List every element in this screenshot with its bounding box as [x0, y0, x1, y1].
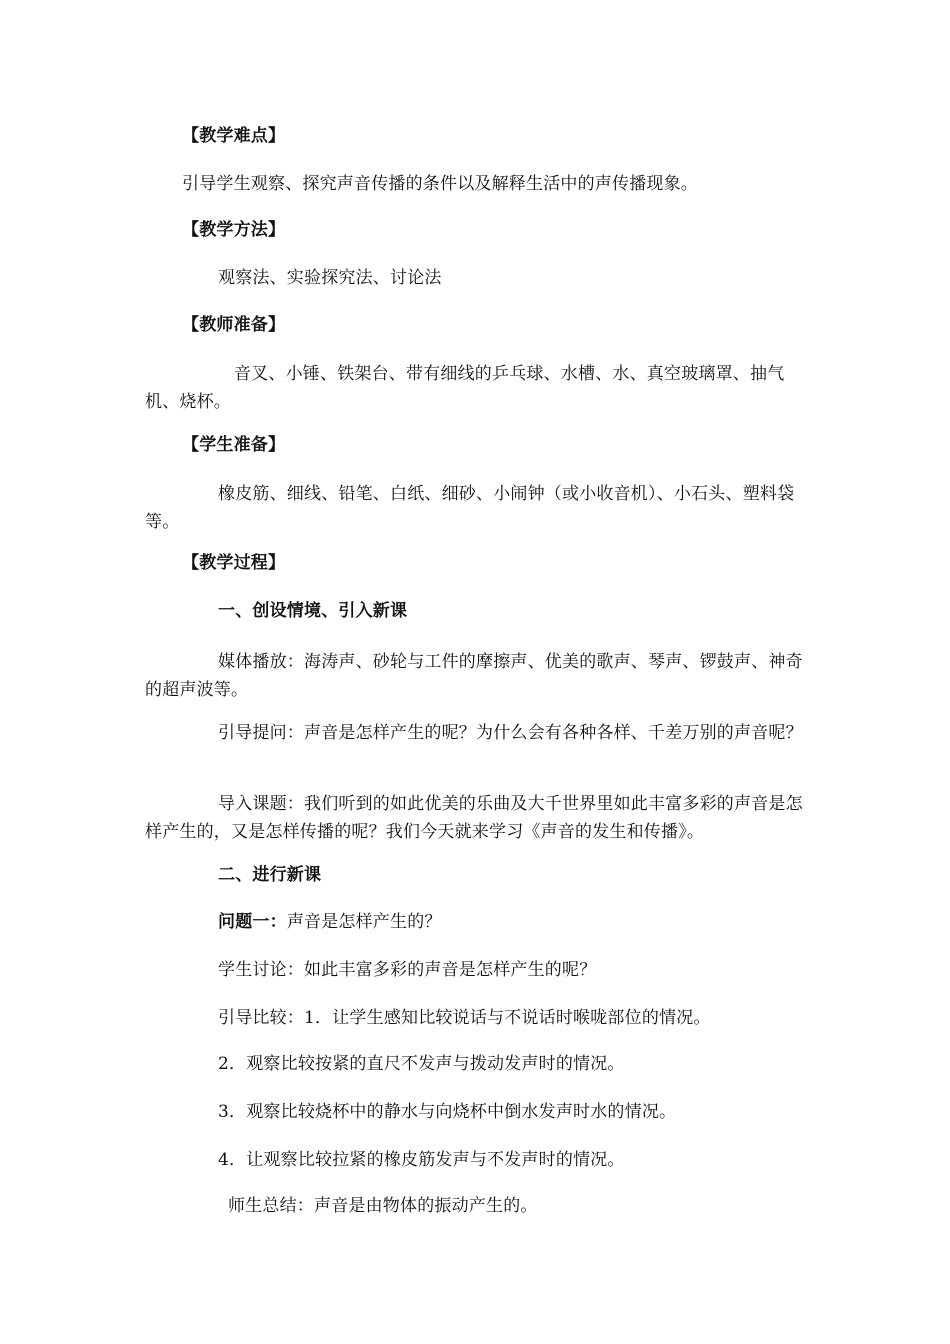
teaching-difficulty-heading: 【教学难点】 [182, 126, 286, 146]
part1-question-text: 引导提问：声音是怎样产生的呢？为什么会有各种各样、千差万别的声音呢？ [218, 723, 803, 743]
student-prep-heading: 【学生准备】 [182, 435, 286, 455]
teaching-method-text: 观察法、实验探究法、讨论法 [218, 268, 442, 288]
summary-text: 师生总结：声音是由物体的振动产生的。 [228, 1196, 538, 1216]
part1-title: 一、创设情境、引入新课 [218, 601, 408, 621]
compare-step-3: 3．观察比较烧杯中的静水与向烧杯中倒水发声时水的情况。 [218, 1102, 677, 1122]
question-one-label: 问题一： [218, 912, 287, 932]
question-one-text: 声音是怎样产生的？ [286, 912, 442, 932]
compare-step-4: 4．让观察比较拉紧的橡皮筋发声与不发声时的情况。 [218, 1150, 625, 1170]
compare-step-1: 引导比较：1．让学生感知比较说话与不说话时喉咙部位的情况。 [218, 1008, 711, 1028]
part1-intro-text: 导入课题：我们听到的如此优美的乐曲及大千世界里如此丰富多彩的声音是怎样产生的，又是怎样传播的呢？我们今天就来学习《声音的发生和传播》。 [145, 794, 803, 842]
teaching-process-heading: 【教学过程】 [182, 553, 286, 573]
part1-media-text: 媒体播放：海涛声、砂轮与工件的摩擦声、优美的歌声、琴声、锣鼓声、神奇的超声波等。 [145, 652, 803, 700]
part2-title: 二、进行新课 [218, 865, 322, 885]
student-discussion-text: 学生讨论：如此丰富多彩的声音是怎样产生的呢？ [218, 960, 597, 980]
teaching-difficulty-text: 引导学生观察、探究声音传播的条件以及解释生活中的声传播现象。 [182, 174, 698, 194]
compare-step-2: 2．观察比较按紧的直尺不发声与拨动发声时的情况。 [218, 1054, 625, 1074]
teacher-prep-heading: 【教师准备】 [182, 315, 286, 335]
teacher-prep-text: 音叉、小锤、铁架台、带有细线的乒乓球、水槽、水、真空玻璃罩、抽气机、烧杯。 [145, 364, 785, 412]
student-prep-text: 橡皮筋、细线、铅笔、白纸、细砂、小闹钟（或小收音机）、小石头、塑料袋等。 [145, 484, 795, 532]
question-one-line [218, 914, 442, 931]
teaching-method-heading: 【教学方法】 [182, 220, 286, 240]
